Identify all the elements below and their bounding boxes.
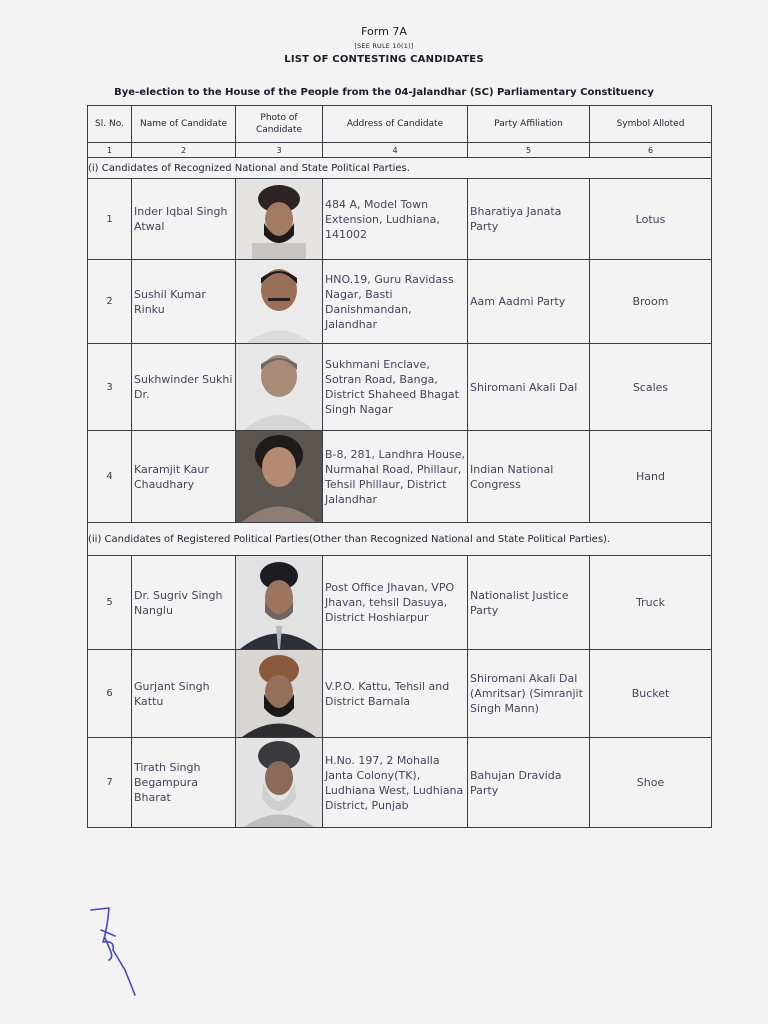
form-rule-reference: [SEE RULE 10(1)] bbox=[354, 42, 414, 50]
column-number: 5 bbox=[468, 143, 590, 158]
serial-number: 6 bbox=[88, 650, 132, 738]
candidate-photo bbox=[236, 344, 323, 431]
column-number-row bbox=[88, 143, 712, 158]
symbol-allotted: Scales bbox=[590, 344, 712, 431]
party-affiliation: Bharatiya Janata Party bbox=[468, 179, 590, 260]
table-header-row bbox=[88, 106, 712, 143]
column-header-party: Party Affiliation bbox=[468, 106, 590, 143]
party-affiliation: Shiromani Akali Dal bbox=[468, 344, 590, 431]
column-number: 4 bbox=[323, 143, 468, 158]
column-number: 3 bbox=[236, 143, 323, 158]
candidate-address: V.P.O. Kattu, Tehsil and District Barnala bbox=[323, 650, 468, 738]
serial-number: 5 bbox=[88, 556, 132, 650]
candidate-name: Tirath Singh Begampura Bharat bbox=[132, 738, 236, 828]
symbol-allotted: Lotus bbox=[590, 179, 712, 260]
candidate-photo bbox=[236, 179, 323, 260]
serial-number: 4 bbox=[88, 431, 132, 523]
serial-number: 1 bbox=[88, 179, 132, 260]
column-header-address: Address of Candidate bbox=[323, 106, 468, 143]
table-row bbox=[88, 260, 712, 344]
candidate-name: Dr. Sugriv Singh Nanglu bbox=[132, 556, 236, 650]
handwritten-signature bbox=[85, 900, 165, 1000]
candidate-photo bbox=[236, 431, 323, 523]
candidates-table bbox=[87, 105, 712, 828]
symbol-allotted: Hand bbox=[590, 431, 712, 523]
party-affiliation: Bahujan Dravida Party bbox=[468, 738, 590, 828]
form-title: Form 7A bbox=[361, 25, 407, 38]
candidate-name: Gurjant Singh Kattu bbox=[132, 650, 236, 738]
symbol-allotted: Broom bbox=[590, 260, 712, 344]
column-number: 1 bbox=[88, 143, 132, 158]
serial-number: 3 bbox=[88, 344, 132, 431]
section-title-registered: (ii) Candidates of Registered Political Parties(Other than Recognized National and State Political Parties). bbox=[88, 523, 712, 556]
column-header-name: Name of Candidate bbox=[132, 106, 236, 143]
candidate-address: 484 A, Model Town Extension, Ludhiana, 141002 bbox=[323, 179, 468, 260]
candidate-photo bbox=[236, 260, 323, 344]
serial-number: 7 bbox=[88, 738, 132, 828]
candidate-address: Sukhmani Enclave, Sotran Road, Banga, District Shaheed Bhagat Singh Nagar bbox=[323, 344, 468, 431]
column-header-sl-no: Sl. No. bbox=[88, 106, 132, 143]
man-portrait-icon bbox=[236, 260, 322, 343]
election-heading: Bye-election to the House of the People from the 04-Jalandhar (SC) Parliamentary Constituency bbox=[114, 87, 654, 98]
table-row bbox=[88, 556, 712, 650]
section-row bbox=[88, 158, 712, 179]
woman-portrait-icon bbox=[236, 431, 322, 522]
symbol-allotted: Shoe bbox=[590, 738, 712, 828]
symbol-allotted: Bucket bbox=[590, 650, 712, 738]
section-title-recognized: (i) Candidates of Recognized National and State Political Parties. bbox=[88, 158, 712, 179]
table-row bbox=[88, 431, 712, 523]
candidate-address: HNO.19, Guru Ravidass Nagar, Basti Danishmandan, Jalandhar bbox=[323, 260, 468, 344]
candidate-name: Sukhwinder Sukhi Dr. bbox=[132, 344, 236, 431]
column-header-symbol: Symbol Alloted bbox=[590, 106, 712, 143]
table-row bbox=[88, 344, 712, 431]
symbol-allotted: Truck bbox=[590, 556, 712, 650]
table-row bbox=[88, 179, 712, 260]
party-affiliation: Nationalist Justice Party bbox=[468, 556, 590, 650]
serial-number: 2 bbox=[88, 260, 132, 344]
candidate-name: Inder Iqbal Singh Atwal bbox=[132, 179, 236, 260]
form-subtitle: LIST OF CONTESTING CANDIDATES bbox=[284, 54, 484, 65]
turbaned-man-portrait-icon bbox=[236, 738, 322, 827]
party-affiliation: Shiromani Akali Dal (Amritsar) (Simranjit Singh Mann) bbox=[468, 650, 590, 738]
turbaned-man-portrait-icon bbox=[236, 556, 322, 649]
candidate-address: B-8, 281, Landhra House, Nurmahal Road, Phillaur, Tehsil Phillaur, District Jalandhar bbox=[323, 431, 468, 523]
section-row bbox=[88, 523, 712, 556]
column-number: 2 bbox=[132, 143, 236, 158]
turbaned-man-portrait-icon bbox=[236, 179, 322, 259]
turbaned-man-portrait-icon bbox=[236, 650, 322, 737]
table-row bbox=[88, 738, 712, 828]
candidate-address: Post Office Jhavan, VPO Jhavan, tehsil Dasuya, District Hoshiarpur bbox=[323, 556, 468, 650]
column-header-photo: Photo of Candidate bbox=[236, 106, 323, 143]
party-affiliation: Aam Aadmi Party bbox=[468, 260, 590, 344]
candidate-photo bbox=[236, 738, 323, 828]
candidate-name: Sushil Kumar Rinku bbox=[132, 260, 236, 344]
candidate-photo bbox=[236, 556, 323, 650]
candidate-photo bbox=[236, 650, 323, 738]
candidate-name: Karamjit Kaur Chaudhary bbox=[132, 431, 236, 523]
candidate-address: H.No. 197, 2 Mohalla Janta Colony(TK), Ludhiana West, Ludhiana District, Punjab bbox=[323, 738, 468, 828]
table-row bbox=[88, 650, 712, 738]
man-portrait-icon bbox=[236, 344, 322, 430]
column-number: 6 bbox=[590, 143, 712, 158]
party-affiliation: Indian National Congress bbox=[468, 431, 590, 523]
